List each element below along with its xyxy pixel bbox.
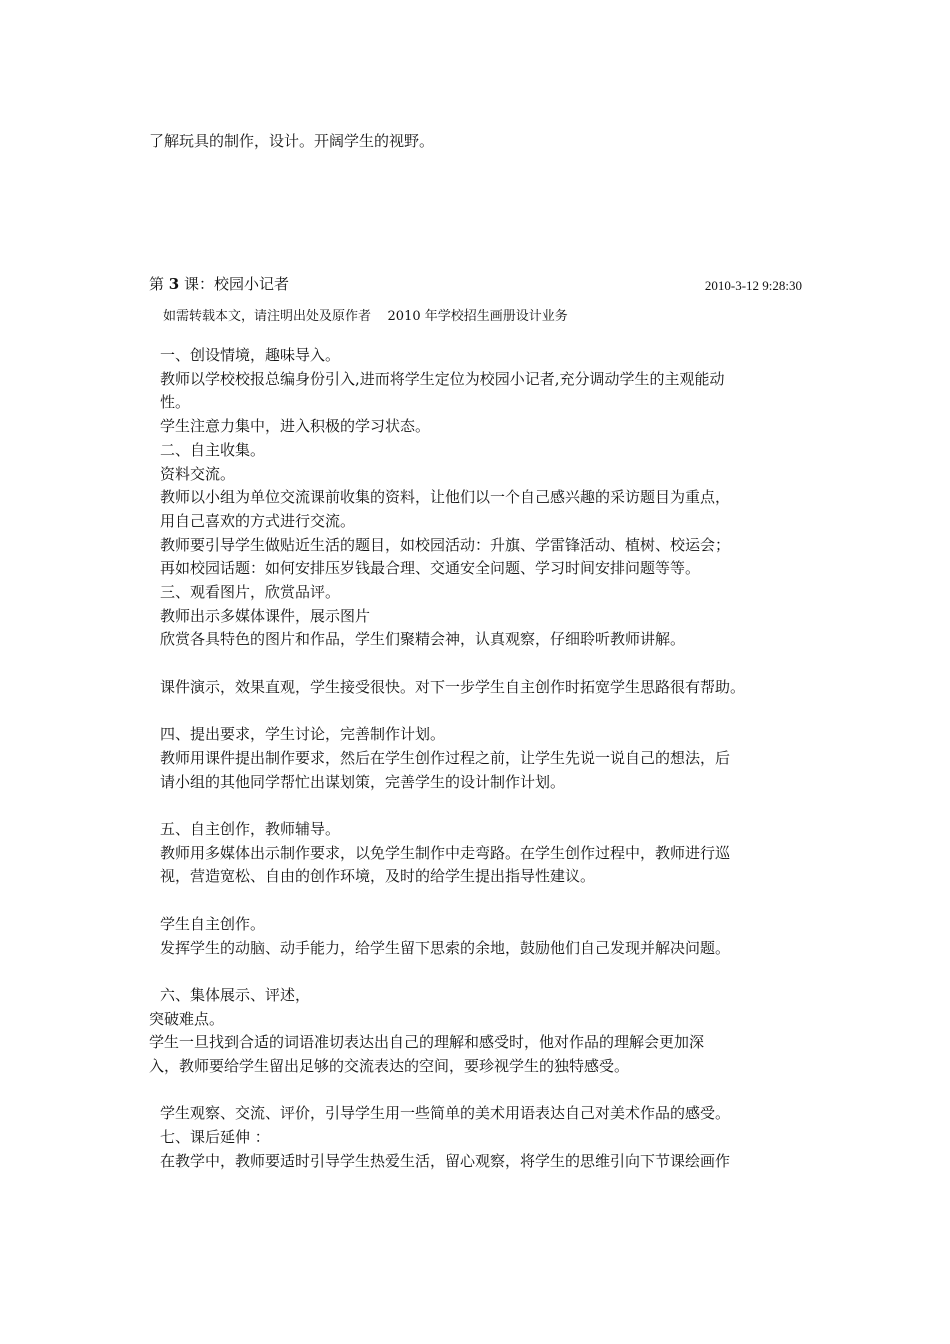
reprint-notice: 如需转载本文，请注明出处及原作者 2010 年学校招生画册设计业务 xyxy=(163,309,568,324)
paragraph: 五、自主创作，教师辅导。 xyxy=(160,820,341,839)
paragraph: 发挥学生的动脑、动手能力，给学生留下思索的余地，鼓励他们自己发现并解决问题。 xyxy=(160,938,731,957)
paragraph: 学生注意力集中，进入积极的学习状态。 xyxy=(160,417,431,436)
paragraph: 一、创设情境，趣味导入。 xyxy=(160,346,341,364)
paragraph: 再如校园话题：如何安排压岁钱最合理、交通安全问题、学习时间安排问题等等。 xyxy=(160,559,701,578)
intro-line: 了解玩具的制作，设计。开阔学生的视野。 xyxy=(149,132,435,150)
paragraph: 性。 xyxy=(160,393,191,412)
paragraph: 三、观看图片，欣赏品评。 xyxy=(160,583,341,602)
lesson-body xyxy=(149,344,800,1174)
blank-line xyxy=(160,794,800,818)
paragraph: 教师用课件提出制作要求，然后在学生创作过程之前，让学生先说一说自己的想法，后 xyxy=(160,748,731,767)
paragraph: 教师以小组为单位交流课前收集的资料，让他们以一个自己感兴趣的采访题目为重点， xyxy=(160,488,731,507)
paragraph: 教师用多媒体出示制作要求，以免学生制作中走弯路。在学生创作过程中，教师进行巡 xyxy=(160,843,731,862)
paragraph: 教师要引导学生做贴近生活的题目，如校园活动：升旗、学雷锋活动、植树、校运会； xyxy=(160,535,731,554)
blank-line xyxy=(160,889,800,913)
paragraph: 在教学中，教师要适时引导学生热爱生活，留心观察，将学生的思维引向下节课绘画作 xyxy=(160,1151,731,1170)
lesson-title xyxy=(149,272,289,296)
paragraph: 欣赏各具特色的图片和作品，学生们聚精会神，认真观察，仔细聆听教师讲解。 xyxy=(160,630,686,649)
paragraph: 突破难点。 xyxy=(149,1009,225,1028)
paragraph: 资料交流。 xyxy=(160,464,236,483)
paragraph: 请小组的其他同学帮忙出谋划策，完善学生的设计制作计划。 xyxy=(160,772,566,791)
paragraph: 七、课后延伸 ： xyxy=(160,1128,270,1147)
lesson-prefix: 第 xyxy=(149,275,169,293)
blank-line xyxy=(160,960,800,984)
paragraph: 视，营造宽松、自由的创作环境，及时的给学生提出指导性建议。 xyxy=(160,867,596,886)
paragraph: 课件演示，效果直观，学生接受很快。对下一步学生自主创作时拓宽学生思路很有帮助。 xyxy=(160,677,746,696)
blank-line xyxy=(160,700,800,724)
paragraph: 二、自主收集。 xyxy=(160,440,266,459)
paragraph: 用自己喜欢的方式进行交流。 xyxy=(160,511,356,530)
paragraph: 学生观察、交流、评价，引导学生用一些简单的美术用语表达自己对美术作品的感受。 xyxy=(160,1104,731,1123)
paragraph: 学生自主创作。 xyxy=(160,914,266,933)
blank-line xyxy=(160,652,800,676)
paragraph: 入，教师要给学生留出足够的交流表达的空间，要珍视学生的独特感受。 xyxy=(149,1057,630,1076)
lesson-number: 3 xyxy=(168,275,180,293)
paragraph: 六、集体展示、评述， xyxy=(160,985,311,1004)
blank-line xyxy=(160,1079,800,1103)
paragraph: 学生一旦找到合适的词语准切表达出自己的理解和感受时，他对作品的理解会更加深 xyxy=(149,1033,705,1052)
timestamp: 2010-3-12 9:28:30 xyxy=(704,278,802,293)
lesson-name: 课：校园小记者 xyxy=(179,275,289,293)
paragraph: 教师以学校校报总编身份引入,进而将学生定位为校园小记者,充分调动学生的主观能动 xyxy=(160,369,725,388)
paragraph: 四、提出要求，学生讨论，完善制作计划。 xyxy=(160,725,446,744)
paragraph: 教师出示多媒体课件，展示图片 xyxy=(160,606,371,625)
